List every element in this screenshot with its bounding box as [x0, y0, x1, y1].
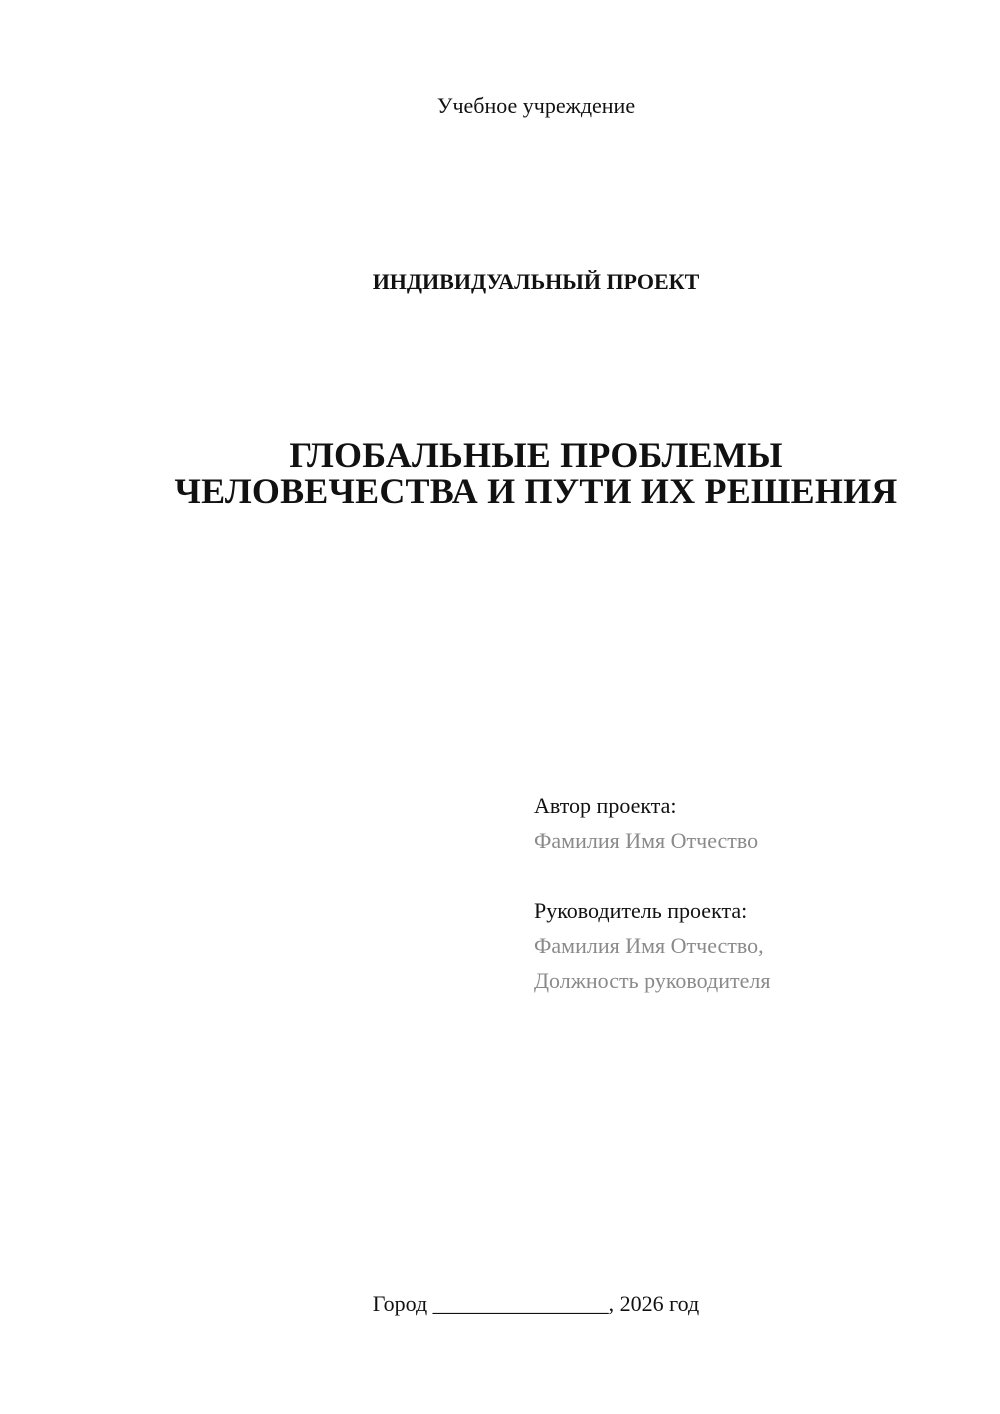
- project-type-heading: ИНДИВИДУАЛЬНЫЙ ПРОЕКТ: [372, 269, 700, 294]
- credits-block: [534, 788, 934, 998]
- city-year-line: Город ________________, 2026 год: [372, 1291, 700, 1316]
- author-label: Автор проекта:: [534, 793, 677, 818]
- supervisor-position: Должность руководителя: [534, 968, 771, 993]
- institution-name: Учебное учреждение: [436, 93, 636, 118]
- supervisor-name: Фамилия Имя Отчество,: [534, 933, 764, 958]
- project-title-line-1: ГЛОБАЛЬНЫЕ ПРОБЛЕМЫ: [289, 435, 783, 475]
- project-title-line-2: ЧЕЛОВЕЧЕСТВА И ПУТИ ИХ РЕШЕНИЯ: [174, 471, 898, 511]
- author-name: Фамилия Имя Отчество: [534, 828, 759, 853]
- credits-spacer: [534, 858, 934, 893]
- supervisor-label: Руководитель проекта:: [534, 898, 748, 923]
- project-title: [0, 437, 1000, 509]
